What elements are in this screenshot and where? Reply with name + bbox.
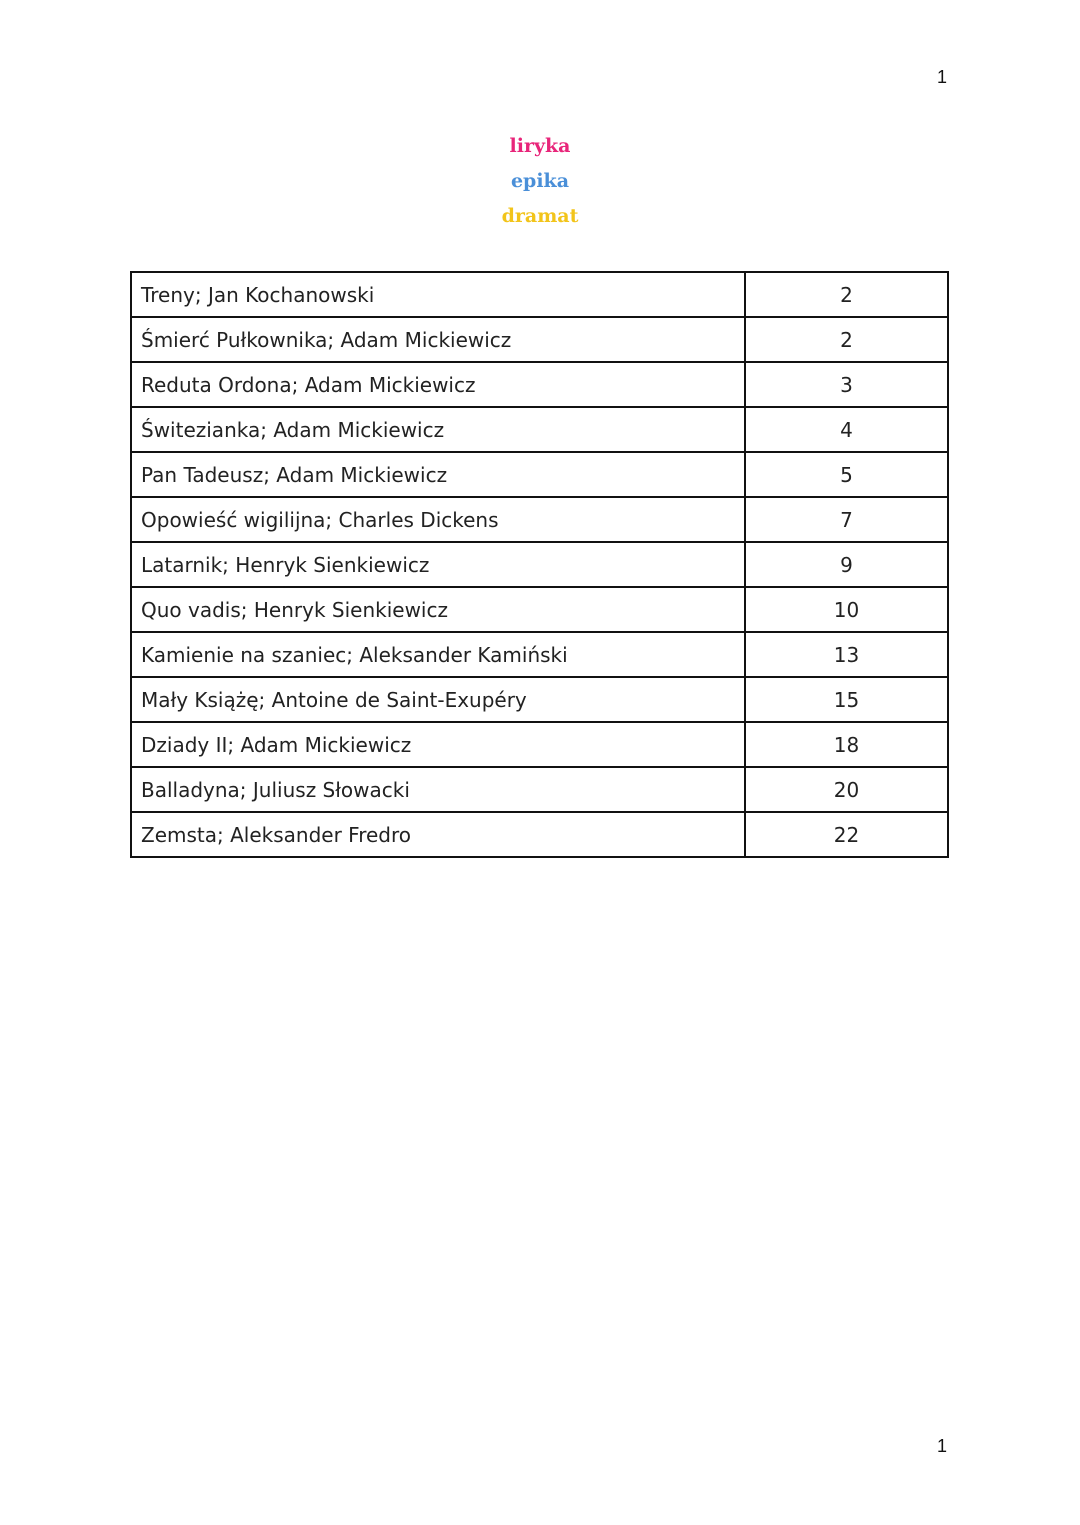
toc-page-number: 7 [745,497,948,542]
toc-title: Świtezianka; Adam Mickiewicz [131,407,745,452]
table-row [131,407,948,452]
toc-title: Śmierć Pułkownika; Adam Mickiewicz [131,317,745,362]
legend-drama: dramat [501,205,579,227]
legend-lyric: liryka [509,135,571,157]
toc-title: Pan Tadeusz; Adam Mickiewicz [131,452,745,497]
table-of-contents [130,271,949,858]
page-number-top: 1 [936,67,947,87]
toc-page-number: 22 [745,812,948,857]
toc-title: Dziady II; Adam Mickiewicz [131,722,745,767]
toc-title: Treny; Jan Kochanowski [131,272,745,317]
table-row [131,812,948,857]
toc-page-number: 18 [745,722,948,767]
table-row [131,452,948,497]
toc-title: Opowieść wigilijna; Charles Dickens [131,497,745,542]
toc-title: Mały Książę; Antoine de Saint-Exupéry [131,677,745,722]
toc-title: Zemsta; Aleksander Fredro [131,812,745,857]
toc-title: Kamienie na szaniec; Aleksander Kamiński [131,632,745,677]
toc-title: Latarnik; Henryk Sienkiewicz [131,542,745,587]
table-row [131,587,948,632]
toc-page-number: 9 [745,542,948,587]
table-row [131,722,948,767]
toc-page-number: 10 [745,587,948,632]
table-row [131,767,948,812]
legend-epic: epika [510,170,570,192]
genre-legend [0,132,1080,237]
table-row [131,497,948,542]
toc-title: Quo vadis; Henryk Sienkiewicz [131,587,745,632]
toc-page-number: 15 [745,677,948,722]
toc-page-number: 3 [745,362,948,407]
toc-title: Balladyna; Juliusz Słowacki [131,767,745,812]
table-row [131,677,948,722]
table-row [131,317,948,362]
toc-title: Reduta Ordona; Adam Mickiewicz [131,362,745,407]
toc-page-number: 13 [745,632,948,677]
toc-page-number: 5 [745,452,948,497]
toc-page-number: 4 [745,407,948,452]
table-row [131,632,948,677]
toc-page-number: 2 [745,317,948,362]
page-number-bottom: 1 [936,1436,947,1456]
table-row [131,272,948,317]
table-row [131,542,948,587]
table-row [131,362,948,407]
toc-page-number: 2 [745,272,948,317]
toc-page-number: 20 [745,767,948,812]
